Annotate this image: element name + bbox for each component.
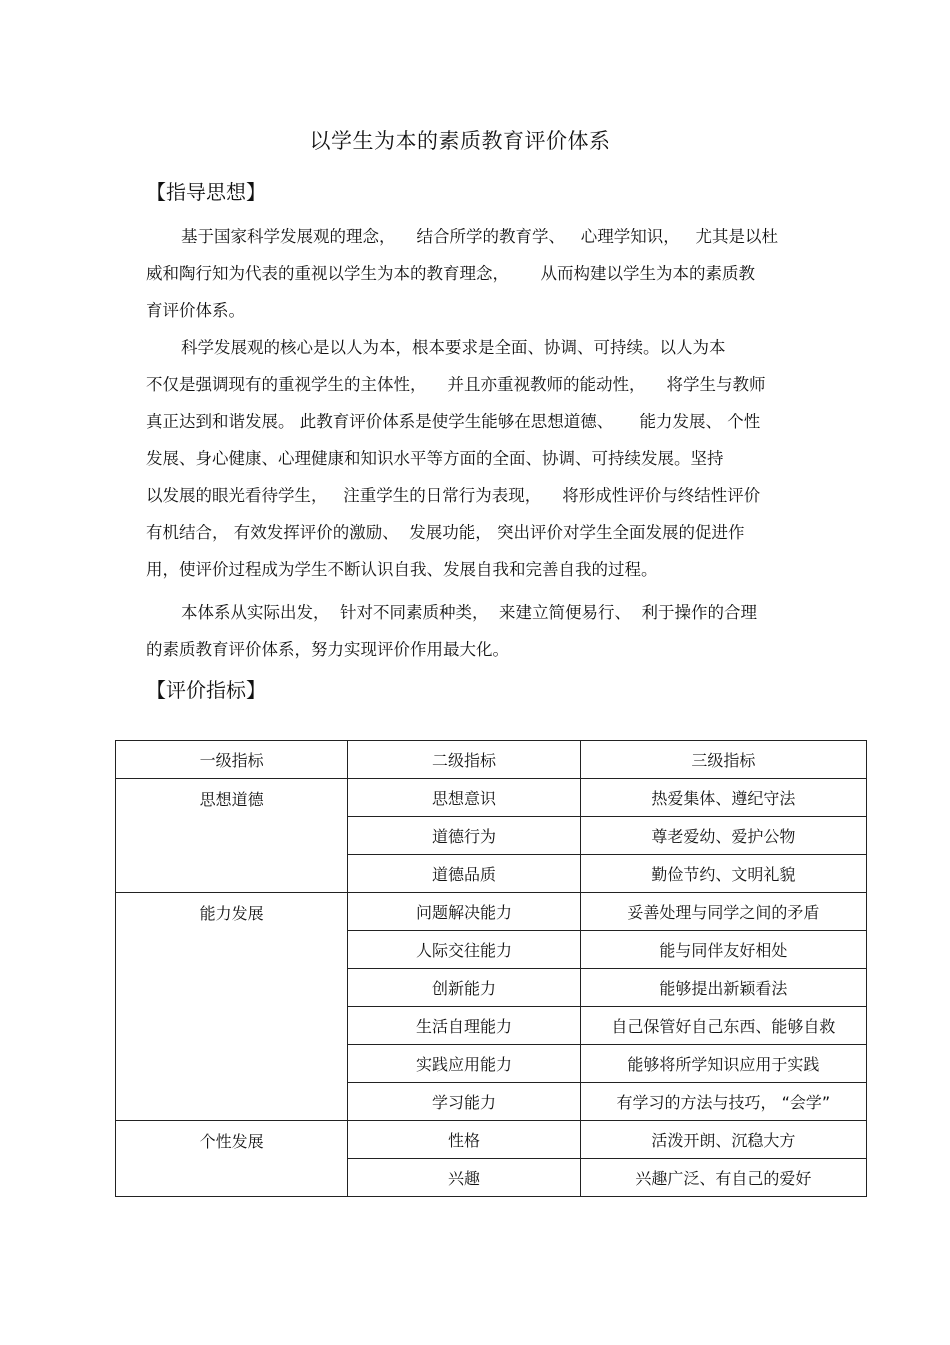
level2-cell: 道德行为 — [348, 817, 580, 855]
paragraph-line: 育评价体系。 — [146, 301, 245, 320]
level3-cell: 妥善处理与同学之间的矛盾 — [580, 893, 866, 931]
paragraph-line: 基于国家科学发展观的理念， 结合所学的教育学、 心理学知识， 尤其是以杜 — [181, 227, 778, 246]
table-header-row — [116, 741, 867, 779]
paragraph-1 — [146, 218, 826, 329]
paragraph-line: 真正达到和谐发展。 此教育评价体系是使学生能够在思想道德、 能力发展、 个性 — [146, 412, 761, 431]
level2-cell: 兴趣 — [348, 1159, 580, 1197]
level3-cell: 尊老爱幼、爱护公物 — [580, 817, 866, 855]
document-title: 以学生为本的素质教育评价体系 — [309, 129, 611, 153]
header-level3: 三级指标 — [580, 741, 866, 779]
level3-cell: 有学习的方法与技巧， “会学” — [580, 1083, 866, 1121]
section-heading-evaluation-indicators: 【评价指标】 — [146, 678, 266, 702]
level2-cell: 生活自理能力 — [348, 1007, 580, 1045]
paragraph-line: 有机结合， 有效发挥评价的激励、 发展功能， 突出评价对学生全面发展的促进作 — [146, 523, 745, 542]
table-row — [116, 779, 867, 817]
level2-cell: 性格 — [348, 1121, 580, 1159]
paragraph-line: 用，使评价过程成为学生不断认识自我、发展自我和完善自我的过程。 — [146, 560, 658, 579]
level2-cell: 思想意识 — [348, 779, 580, 817]
level2-cell: 人际交往能力 — [348, 931, 580, 969]
paragraph-line: 威和陶行知为代表的重视以学生为本的教育理念， 从而构建以学生为本的素质教 — [146, 264, 755, 283]
level2-cell: 学习能力 — [348, 1083, 580, 1121]
paragraph-line: 科学发展观的核心是以人为本，根本要求是全面、协调、可持续。以人为本 — [181, 338, 726, 357]
paragraph-line: 的素质教育评价体系，努力实现评价作用最大化。 — [146, 640, 509, 659]
level2-cell: 道德品质 — [348, 855, 580, 893]
level3-cell: 能够将所学知识应用于实践 — [580, 1045, 866, 1083]
table-row — [116, 893, 867, 931]
paragraph-3 — [146, 594, 826, 668]
header-level1: 一级指标 — [116, 741, 348, 779]
paragraph-line: 不仅是强调现有的重视学生的主体性， 并且亦重视教师的能动性， 将学生与教师 — [146, 375, 766, 394]
paragraph-2 — [146, 329, 826, 588]
level3-cell: 活泼开朗、沉稳大方 — [580, 1121, 866, 1159]
level3-cell: 勤俭节约、文明礼貌 — [580, 855, 866, 893]
paragraph-line: 发展、身心健康、心理健康和知识水平等方面的全面、协调、可持续发展。坚持 — [146, 449, 724, 468]
level3-cell: 能够提出新颖看法 — [580, 969, 866, 1007]
level1-cell: 个性发展 — [116, 1121, 348, 1197]
level3-cell: 热爱集体、遵纪守法 — [580, 779, 866, 817]
evaluation-indicator-table — [115, 740, 867, 1197]
level1-cell: 能力发展 — [116, 893, 348, 1121]
level3-cell: 兴趣广泛、有自己的爱好 — [580, 1159, 866, 1197]
level2-cell: 创新能力 — [348, 969, 580, 1007]
paragraph-line: 以发展的眼光看待学生， 注重学生的日常行为表现， 将形成性评价与终结性评价 — [146, 486, 761, 505]
level3-cell: 能与同伴友好相处 — [580, 931, 866, 969]
table-row — [116, 1121, 867, 1159]
level3-cell: 自己保管好自己东西、能够自救 — [580, 1007, 866, 1045]
paragraph-line: 本体系从实际出发， 针对不同素质种类， 来建立简便易行、 利于操作的合理 — [181, 603, 757, 622]
level2-cell: 问题解决能力 — [348, 893, 580, 931]
level1-cell: 思想道德 — [116, 779, 348, 893]
section-heading-guiding-thought: 【指导思想】 — [146, 180, 266, 204]
header-level2: 二级指标 — [348, 741, 580, 779]
level2-cell: 实践应用能力 — [348, 1045, 580, 1083]
